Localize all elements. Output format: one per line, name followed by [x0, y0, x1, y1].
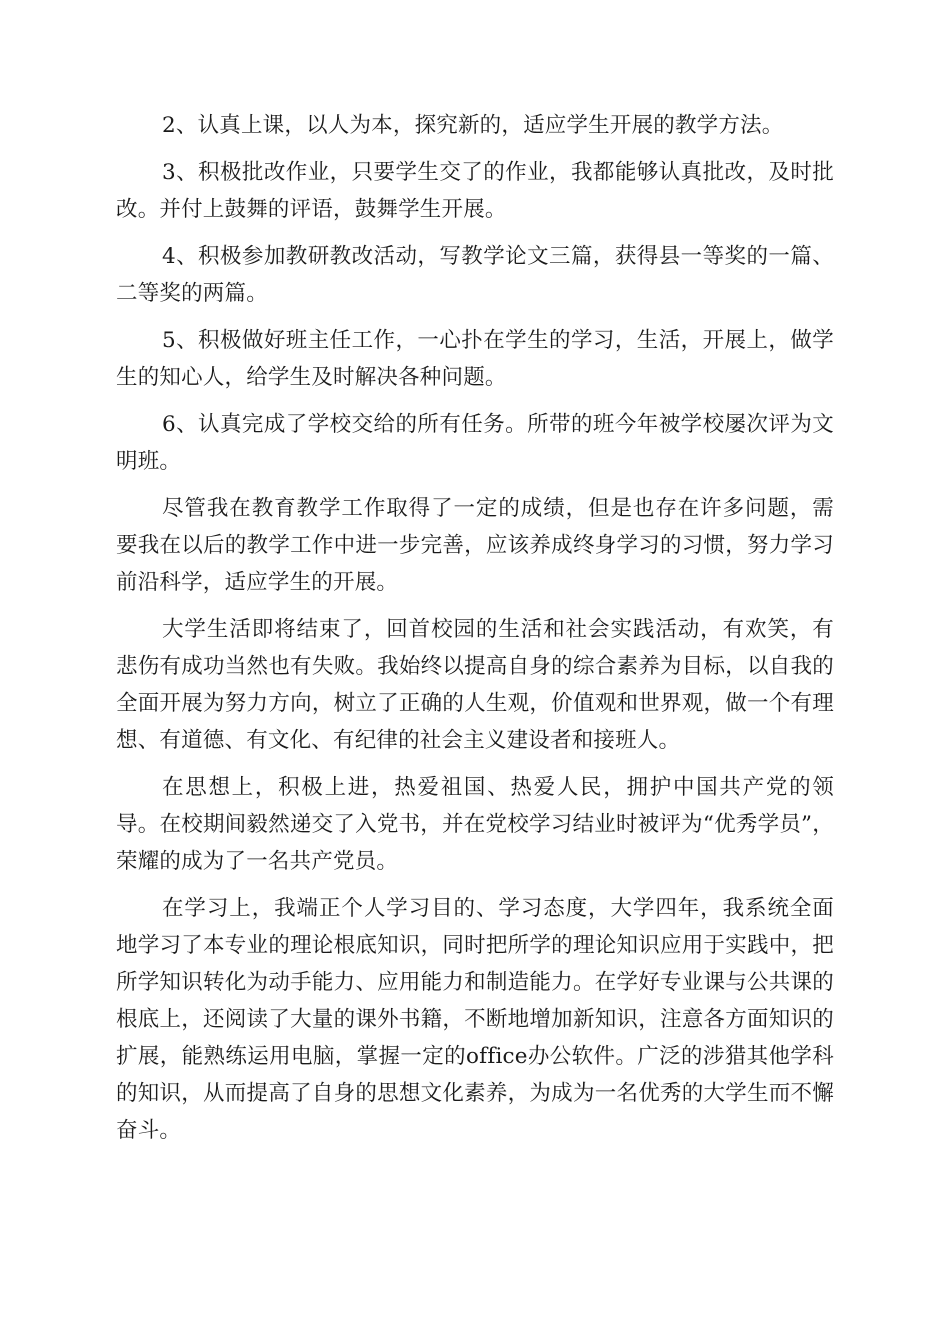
paragraph-study: 在学习上，我端正个人学习目的、学习态度，大学四年，我系统全面地学习了本专业的理论根底知识，同时把所学的理论知识应用于实践中，把所学知识转化为动手能力、应用能力和制造能力。在学好专业课与公共课的根底上，还阅读了大量的课外书籍，不断地增加新知识，注意各方面知识的扩展，能熟练运用电脑，掌握一定的office办公软件。广泛的涉猎其他学科的知识，从而提高了自身的思想文化素养，为成为一名优秀的大学生而不懈奋斗。: [116, 896, 834, 1143]
paragraph-college-life: 大学生活即将结束了，回首校园的生活和社会实践活动，有欢笑，有悲伤有成功当然也有失败。我始终以提高自身的综合素养为目标，以自我的全面开展为努力方向，树立了正确的人生观，价值观和世界观，做一个有理想、有道德、有文化、有纪律的社会主义建设者和接班人。: [116, 617, 834, 753]
paragraph-ideology: 在思想上，积极上进，热爱祖国、热爱人民，拥护中国共产党的领导。在校期间毅然递交了入党书，并在党校学习结业时被评为“优秀学员”，荣耀的成为了一名共产党员。: [116, 775, 834, 874]
paragraph-item-4: 4、积极参加教研教改活动，写教学论文三篇，获得县一等奖的一篇、二等奖的两篇。: [116, 244, 834, 306]
paragraph-item-3: 3、积极批改作业，只要学生交了的作业，我都能够认真批改，及时批改。并付上鼓舞的评语，鼓舞学生开展。: [116, 160, 834, 222]
paragraph-item-5: 5、积极做好班主任工作，一心扑在学生的学习，生活，开展上，做学生的知心人，给学生及时解决各种问题。: [116, 328, 834, 390]
document-body: [116, 107, 834, 1159]
paragraph-item-2: 2、认真上课，以人为本，探究新的，适应学生开展的教学方法。: [162, 113, 784, 138]
paragraph-summary: 尽管我在教育教学工作取得了一定的成绩，但是也存在许多问题，需要我在以后的教学工作中进一步完善，应该养成终身学习的习惯，努力学习前沿科学，适应学生的开展。: [116, 496, 834, 595]
paragraph-item-6: 6、认真完成了学校交给的所有任务。所带的班今年被学校屡次评为文明班。: [116, 412, 834, 474]
